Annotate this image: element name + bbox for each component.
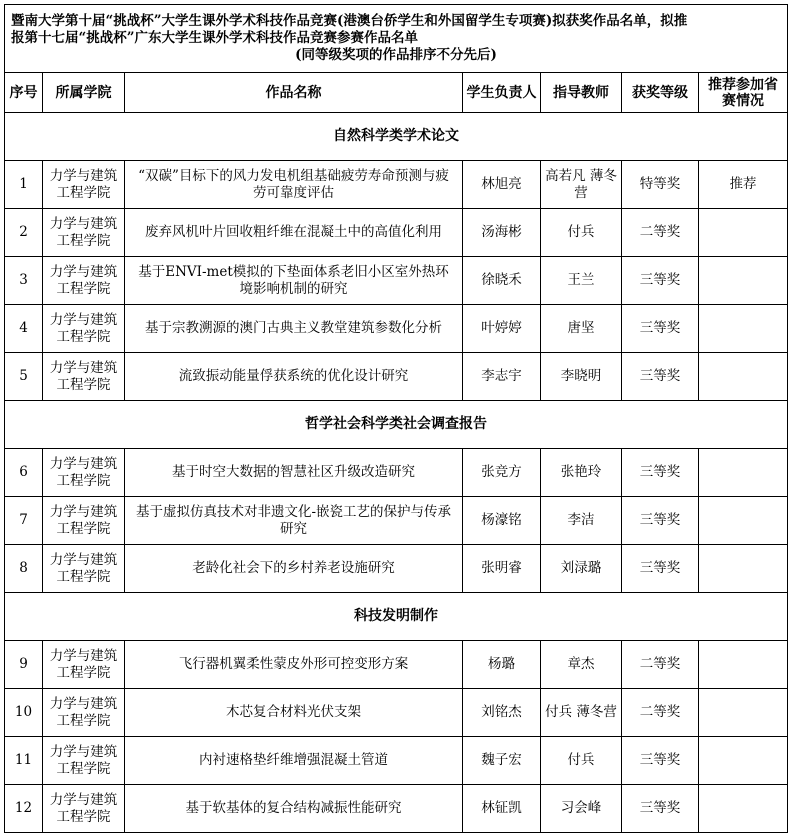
document-title (5, 5, 788, 73)
cell-leader: 刘铭杰 (463, 689, 541, 737)
header-advisor: 指导教师 (541, 73, 622, 113)
header-award: 获奖等级 (622, 73, 699, 113)
cell-award: 特等奖 (622, 161, 699, 209)
table-row (5, 305, 788, 353)
cell-advisor: 王兰 (541, 257, 622, 305)
cell-advisor: 习会峰 (541, 785, 622, 833)
cell-college: 力学与建筑工程学院 (43, 449, 125, 497)
cell-award: 三等奖 (622, 785, 699, 833)
cell-recommend: 推荐 (699, 161, 788, 209)
cell-award: 三等奖 (622, 353, 699, 401)
category-heading: 科技发明制作 (5, 593, 788, 641)
table-row (5, 497, 788, 545)
header-row (5, 73, 788, 113)
table-row (5, 209, 788, 257)
document-page (0, 4, 791, 840)
cell-no: 6 (5, 449, 43, 497)
cell-no: 2 (5, 209, 43, 257)
category-row (5, 113, 788, 161)
title-line-2: 报第十七届“挑战杯”广东大学生课外学术科技作品竞赛参赛作品名单 (11, 30, 419, 46)
cell-award: 二等奖 (622, 209, 699, 257)
cell-work: 木芯复合材料光伏支架 (125, 689, 463, 737)
cell-no: 11 (5, 737, 43, 785)
cell-recommend (699, 353, 788, 401)
cell-advisor: 付兵 (541, 737, 622, 785)
cell-leader: 张明睿 (463, 545, 541, 593)
cell-advisor: 刘渌璐 (541, 545, 622, 593)
cell-work: 老龄化社会下的乡村养老设施研究 (125, 545, 463, 593)
header-no: 序号 (5, 73, 43, 113)
cell-recommend (699, 689, 788, 737)
cell-college: 力学与建筑工程学院 (43, 353, 125, 401)
cell-work: 基于虚拟仿真技术对非遗文化-嵌瓷工艺的保护与传承研究 (125, 497, 463, 545)
cell-no: 10 (5, 689, 43, 737)
award-table (4, 4, 788, 833)
category-row (5, 401, 788, 449)
cell-no: 5 (5, 353, 43, 401)
title-note: (同等级奖项的作品排序不分先后) (295, 47, 497, 63)
cell-advisor: 张艳玲 (541, 449, 622, 497)
category-heading: 自然科学类学术论文 (5, 113, 788, 161)
cell-recommend (699, 785, 788, 833)
cell-award: 三等奖 (622, 497, 699, 545)
cell-leader: 李志宇 (463, 353, 541, 401)
cell-award: 三等奖 (622, 305, 699, 353)
cell-recommend (699, 737, 788, 785)
category-row (5, 593, 788, 641)
cell-leader: 杨璐 (463, 641, 541, 689)
cell-work: 流致振动能量俘获系统的优化设计研究 (125, 353, 463, 401)
cell-no: 4 (5, 305, 43, 353)
cell-leader: 魏子宏 (463, 737, 541, 785)
cell-advisor: 唐坚 (541, 305, 622, 353)
cell-college: 力学与建筑工程学院 (43, 545, 125, 593)
cell-advisor: 章杰 (541, 641, 622, 689)
cell-leader: 杨濠铭 (463, 497, 541, 545)
cell-award: 三等奖 (622, 257, 699, 305)
table-row (5, 737, 788, 785)
cell-no: 1 (5, 161, 43, 209)
cell-advisor: 付兵 薄冬营 (541, 689, 622, 737)
cell-leader: 徐晓禾 (463, 257, 541, 305)
cell-award: 二等奖 (622, 641, 699, 689)
cell-advisor: 高若凡 薄冬营 (541, 161, 622, 209)
cell-recommend (699, 545, 788, 593)
cell-recommend (699, 641, 788, 689)
cell-leader: 林旭亮 (463, 161, 541, 209)
cell-leader: 张竞方 (463, 449, 541, 497)
cell-recommend (699, 305, 788, 353)
cell-college: 力学与建筑工程学院 (43, 785, 125, 833)
cell-work: 废弃风机叶片回收粗纤维在混凝土中的高值化利用 (125, 209, 463, 257)
table-row (5, 545, 788, 593)
table-row (5, 353, 788, 401)
cell-recommend (699, 257, 788, 305)
cell-no: 8 (5, 545, 43, 593)
cell-college: 力学与建筑工程学院 (43, 497, 125, 545)
cell-college: 力学与建筑工程学院 (43, 161, 125, 209)
cell-college: 力学与建筑工程学院 (43, 689, 125, 737)
cell-leader: 林钲凯 (463, 785, 541, 833)
table-row (5, 257, 788, 305)
title-line-1: 暨南大学第十届“挑战杯”大学生课外学术科技作品竞赛(港澳台侨学生和外国留学生专项赛)拟获奖作品名单，拟推 (11, 13, 688, 29)
cell-leader: 叶婷婷 (463, 305, 541, 353)
table-row (5, 785, 788, 833)
cell-award: 二等奖 (622, 689, 699, 737)
cell-work: “双碳”目标下的风力发电机组基础疲劳寿命预测与疲劳可靠度评估 (125, 161, 463, 209)
cell-recommend (699, 497, 788, 545)
cell-college: 力学与建筑工程学院 (43, 305, 125, 353)
cell-award: 三等奖 (622, 449, 699, 497)
table-row (5, 449, 788, 497)
cell-college: 力学与建筑工程学院 (43, 209, 125, 257)
table-row (5, 689, 788, 737)
cell-college: 力学与建筑工程学院 (43, 641, 125, 689)
cell-advisor: 李洁 (541, 497, 622, 545)
header-recommend: 推荐参加省赛情况 (699, 73, 788, 113)
cell-award: 三等奖 (622, 737, 699, 785)
cell-work: 基于ENVI-met模拟的下垫面体系老旧小区室外热环境影响机制的研究 (125, 257, 463, 305)
table-row (5, 161, 788, 209)
category-heading: 哲学社会科学类社会调查报告 (5, 401, 788, 449)
cell-work: 基于软基体的复合结构减振性能研究 (125, 785, 463, 833)
cell-recommend (699, 209, 788, 257)
header-college: 所属学院 (43, 73, 125, 113)
cell-advisor: 付兵 (541, 209, 622, 257)
cell-award: 三等奖 (622, 545, 699, 593)
table-row (5, 641, 788, 689)
header-leader: 学生负责人 (463, 73, 541, 113)
cell-recommend (699, 449, 788, 497)
header-work: 作品名称 (125, 73, 463, 113)
title-row (5, 5, 788, 73)
cell-work: 飞行器机翼柔性蒙皮外形可控变形方案 (125, 641, 463, 689)
cell-work: 基于宗教溯源的澳门古典主义教堂建筑参数化分析 (125, 305, 463, 353)
cell-leader: 汤海彬 (463, 209, 541, 257)
cell-no: 9 (5, 641, 43, 689)
cell-advisor: 李晓明 (541, 353, 622, 401)
cell-no: 3 (5, 257, 43, 305)
cell-work: 基于时空大数据的智慧社区升级改造研究 (125, 449, 463, 497)
cell-college: 力学与建筑工程学院 (43, 737, 125, 785)
cell-college: 力学与建筑工程学院 (43, 257, 125, 305)
cell-no: 12 (5, 785, 43, 833)
cell-work: 内衬速格垫纤维增强混凝土管道 (125, 737, 463, 785)
cell-no: 7 (5, 497, 43, 545)
